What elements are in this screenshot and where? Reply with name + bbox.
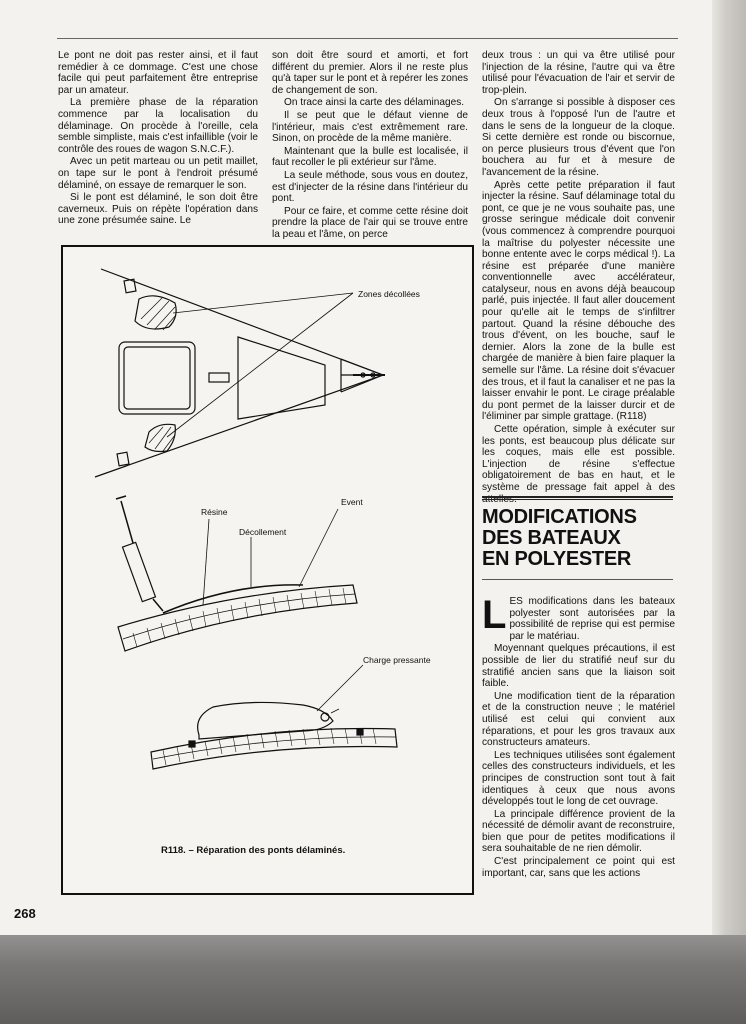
paragraph: Moyennant quelques précautions, il est possible de lier du stratifié neuf sur du stratifié ancien sans que la liaison soit faible. bbox=[482, 643, 675, 690]
figure-illustration bbox=[63, 247, 472, 893]
label-event: Event bbox=[341, 497, 363, 507]
heading-rule-bottom bbox=[482, 579, 673, 580]
paragraph: On s'arrange si possible à disposer ces deux trous à l'opposé l'un de l'autre et dans le sens de la longueur de la cloque. Si cette dernière est ronde ou biscornue, on perce plusieurs trous d'évent que l'on bouchera au fur et à mesure de l'avancement de la résine. bbox=[482, 97, 675, 178]
page-edge bbox=[712, 0, 746, 935]
background-shadow bbox=[0, 925, 746, 1024]
text-column-3 bbox=[482, 50, 675, 506]
charge-bag bbox=[198, 702, 333, 739]
text-column-2 bbox=[272, 50, 468, 242]
heading-line: EN POLYESTER bbox=[482, 548, 632, 570]
paragraph: son doit être sourd et amorti, et fort différent du premier. Alors il ne reste plus qu'à taper sur le pont et à repérer les zones de changement de son. bbox=[272, 50, 468, 96]
paragraph: La première phase de la réparation commence par la localisation du délaminage. On procède à l'oreille, cela semble simpliste, mais c'est infaillible (voir le contrôle des roues de wagon S.N.C.F.). bbox=[58, 97, 258, 155]
paragraph: Les techniques utilisées sont également celles des constructeurs individuels, et les principes de construction sont tout à fait identiques à ceux que nous avons développés tout le long de cet ouvrage. bbox=[482, 749, 675, 808]
label-charge-pressante: Charge pressante bbox=[363, 655, 431, 665]
heading-rule-top bbox=[482, 496, 673, 498]
label-decollement: Décollement bbox=[239, 527, 287, 537]
deck-panel bbox=[238, 337, 325, 419]
paragraph: Avec un petit marteau ou un petit maillet, on tape sur le pont à l'endroit présumé délaminé, on essaye de remarquer le son. bbox=[58, 156, 258, 191]
text-column-3-section bbox=[482, 593, 676, 880]
section-heading bbox=[482, 507, 678, 570]
paragraph: C'est principalement ce point qui est important, car, sans que les actions bbox=[482, 856, 675, 879]
panel-section-1 bbox=[118, 585, 357, 651]
paragraph: Maintenant que la bulle est localisée, il faut recoller le pli extérieur sur l'âme. bbox=[272, 145, 468, 169]
paragraph: Cette opération, simple à exécuter sur les ponts, est beaucoup plus délicate sur les coques, mais elle est possible. L'injection de résine s'effectue obligatoirement de bas en haut, et le système de pressage fait appel à des bbox=[482, 424, 675, 493]
drop-cap: L bbox=[482, 593, 507, 637]
paragraph: La seule méthode, sous vous en doutez, est d'injecter de la résine dans l'intérieur du pont. bbox=[272, 169, 468, 205]
paragraph: Il se peut que le défaut vienne de l'intérieur, mais c'est extrêmement rare. Sinon, on procède de la même manière. bbox=[272, 109, 468, 145]
heading-rule-top-thin bbox=[482, 499, 673, 500]
paragraph: Si le pont est délaminé, le son doit être caverneux. Puis on répète l'opération dans une zone présumée saine. Le bbox=[58, 192, 258, 227]
zone-decollee-2 bbox=[145, 424, 175, 451]
label-resine: Résine bbox=[201, 507, 228, 517]
text-column-1 bbox=[58, 50, 258, 228]
paragraph bbox=[482, 593, 675, 642]
paragraph: Le pont ne doit pas rester ainsi, et il faut remédier à ce dommage. C'est une chose facile qui peut parfaitement être entreprise par un amateur. bbox=[58, 50, 258, 96]
paragraph-text: ES modifications dans les bateaux polyester sont autorisées par la possibilité de reprise qui est permise par le matériau. bbox=[509, 596, 675, 642]
figure-r118 bbox=[61, 245, 474, 895]
paragraph: deux trous : un qui va être utilisé pour l'injection de la résine, l'autre qui va être utilisé pour l'évacuation de l'air et servir de trop-plein. bbox=[482, 50, 675, 96]
label-zones-decollees: Zones décollées bbox=[358, 289, 420, 299]
paragraph: La principale différence provient de la nécessité de démolir avant de reconstruire, bien que pour de petites modifications il sera souhaitable de ne rien démolir. bbox=[482, 808, 676, 855]
figure-caption: R118. – Réparation des ponts délaminés. bbox=[161, 845, 346, 856]
paragraph: Pour ce faire, et comme cette résine doit prendre la place de l'air qui se trouve entre la peau et l'âme, on perce bbox=[272, 205, 468, 240]
page-number: 268 bbox=[14, 906, 36, 921]
heading-line: DES BATEAUX bbox=[482, 527, 621, 549]
paragraph: On trace ainsi la carte des délaminages. bbox=[284, 97, 465, 109]
paragraph: Une modification tient de la réparation et de la construction neuve ; le matériel utilisé est celui qui convient aux réparations, et pour les gros travaux aux constructeurs amateurs. bbox=[482, 690, 675, 749]
paragraph: Après cette petite préparation il faut injecter la résine. Sauf délaminage total du pont, ce que je ne vous souhaite pas, une grosse seringue médicale doit convenir (vous commencez à comprendre pourquoi la maîtrise du polyester nécessite une bonne entente avec le corps médical !). La résine est préparée d'une manière conventionnelle avec accélérateur, catalyseur, nous en avons déjà beaucoup parlé, puis injectée. Il faut aller doucement pour qu'elle ait le temps de s'infiltrer partout. Quand la résine débouche des trous d'évent, on les bouche, sauf le dernier. Alors la zone de la bulle est chargée de manière à bien faire plaquer la semelle sur l'âme. La résine doit s'évacuer des trous, et il faut la canaliser et ne pas la laisser envahir le pont. Le cirage préalable du pont permet de la laisser durcir et de l'éliminer par simple grattage. (R118) bbox=[482, 179, 675, 423]
top-rule bbox=[57, 38, 678, 39]
hatch bbox=[119, 342, 195, 414]
heading-line: MODIFICATIONS bbox=[482, 506, 637, 528]
syringe bbox=[123, 542, 156, 601]
